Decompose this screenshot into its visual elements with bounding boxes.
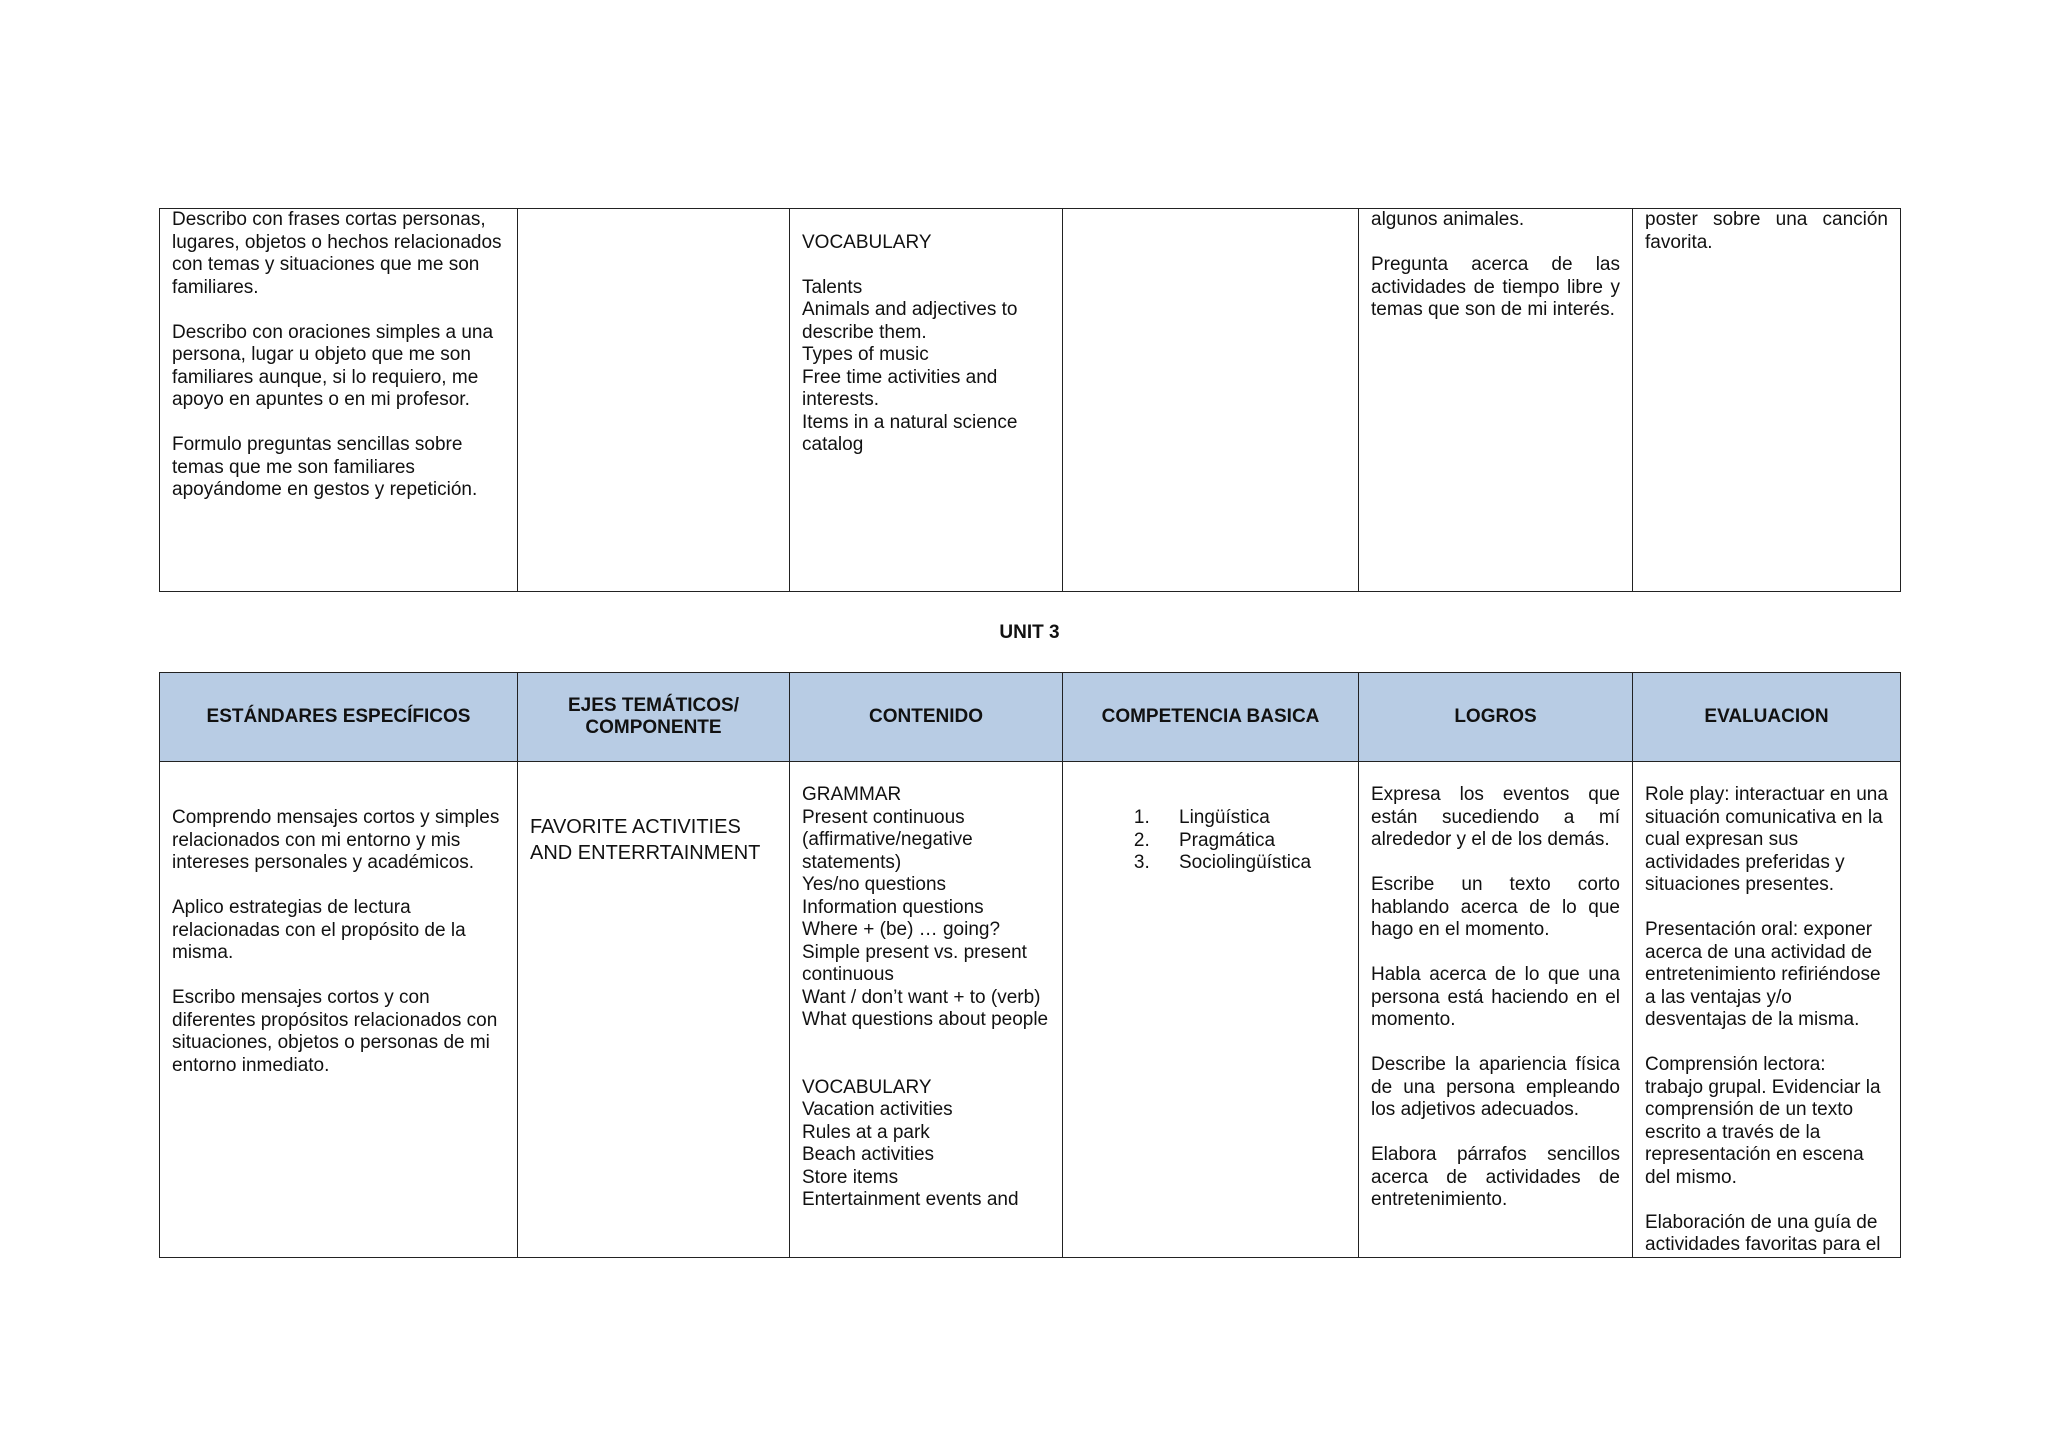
competencia-item: 2. Pragmática <box>1155 830 1346 853</box>
vocabulary-item: Talents <box>802 276 863 298</box>
logro-item: Expresa los eventos que están sucediendo a mí alrededor y el de los demás. <box>1371 784 1620 850</box>
grammar-item: Want / don’t want + to (verb) <box>802 986 1041 1008</box>
vocabulary-item: Items in a natural science catalog <box>802 411 1018 455</box>
vocabulary-item: Beach activities <box>802 1144 935 1165</box>
logro-item: Pregunta acerca de las actividades de tiempo libre y temas que son de mi interés. <box>1371 254 1620 320</box>
header-ejes-line2: COMPONENTE <box>585 717 722 738</box>
estandares-cell <box>160 209 518 592</box>
grammar-item: Information questions <box>802 896 984 918</box>
header-evaluacion: EVALUACION <box>1633 673 1901 762</box>
vocabulary-heading: VOCABULARY <box>802 231 932 253</box>
unit-title: UNIT 3 <box>999 622 1060 643</box>
grammar-item: Where + (be) … going? <box>802 919 1001 940</box>
estandar-item: Escribo mensajes cortos y con diferentes propósitos relacionados con situaciones, objetos o personas de mi entorno inmediato. <box>172 987 498 1076</box>
evaluacion-item: poster sobre una canción favorita. <box>1645 209 1888 253</box>
contenido-cell <box>790 209 1063 592</box>
logros-cell <box>1359 209 1633 592</box>
estandar-item: Describo con oraciones simples a una persona, lugar u objeto que me son familiares aunque, si lo requiero, me apoyo en apuntes o en mi profesor. <box>172 321 494 410</box>
competencia-cell <box>1063 209 1359 592</box>
unit3-table <box>159 672 1901 1258</box>
evaluacion-item: Role play: interactuar en una situación comunicativa en la cual expresan sus actividades preferidas y situaciones presentes. <box>1645 784 1888 895</box>
ejes-cell <box>518 762 790 1258</box>
estandar-item: Comprendo mensajes cortos y simples relacionados con mi entorno y mis intereses personales y académicos. <box>172 807 500 873</box>
header-logros: LOGROS <box>1359 673 1633 762</box>
competencia-item: 1. Lingüística <box>1155 807 1346 830</box>
header-contenido: CONTENIDO <box>790 673 1063 762</box>
evaluacion-cell <box>1633 762 1901 1258</box>
vocabulary-item: Free time activities and interests. <box>802 366 998 410</box>
table-row <box>160 762 1901 1258</box>
grammar-item: What questions about people <box>802 1009 1049 1030</box>
ejes-cell <box>518 209 790 592</box>
vocabulary-item: Rules at a park <box>802 1121 930 1143</box>
vocabulary-item: Entertainment events and <box>802 1189 1019 1210</box>
evaluacion-cell <box>1633 209 1901 592</box>
header-ejes <box>518 673 790 762</box>
estandar-item: Describo con frases cortas personas, lugares, objetos o hechos relacionados con temas y situaciones que me son familiares. <box>172 209 502 298</box>
eje-line: AND ENTERRTAINMENT <box>530 841 761 864</box>
competencia-cell <box>1063 762 1359 1258</box>
header-estandares: ESTÁNDARES ESPECÍFICOS <box>160 673 518 762</box>
competencias-list <box>1075 807 1346 875</box>
vocabulary-item: Vacation activities <box>802 1099 953 1120</box>
logro-item: Habla acerca de lo que una persona está haciendo en el momento. <box>1371 964 1620 1030</box>
estandar-item: Aplico estrategias de lectura relacionadas con el propósito de la misma. <box>172 897 466 963</box>
competencia-item: 3. Sociolingüística <box>1155 852 1346 875</box>
header-competencia: COMPETENCIA BASICA <box>1063 673 1359 762</box>
grammar-item: Present continuous (affirmative/negative statements) <box>802 806 973 873</box>
grammar-item: Simple present vs. present continuous <box>802 941 1027 985</box>
logros-cell <box>1359 762 1633 1258</box>
vocabulary-heading: VOCABULARY <box>802 1076 932 1098</box>
grammar-item: Yes/no questions <box>802 874 947 895</box>
logro-item: Elabora párrafos sencillos acerca de actividades de entretenimiento. <box>1371 1144 1620 1210</box>
estandar-item: Formulo preguntas sencillas sobre temas que me son familiares apoyándome en gestos y repetición. <box>172 434 478 500</box>
logro-item: Escribe un texto corto hablando acerca de lo que hago en el momento. <box>1371 874 1620 940</box>
vocabulary-item: Animals and adjectives to describe them. <box>802 299 1018 343</box>
evaluacion-item: Elaboración de una guía de actividades favoritas para el <box>1645 1211 1881 1255</box>
previous-unit-table <box>159 208 1901 592</box>
header-row <box>160 673 1901 762</box>
evaluacion-item: Comprensión lectora: trabajo grupal. Evidenciar la comprensión de un texto escrito a través de la representación en escena del mismo. <box>1645 1054 1881 1188</box>
contenido-cell <box>790 762 1063 1258</box>
grammar-heading: GRAMMAR <box>802 784 902 805</box>
logro-item: Describe la apariencia física de una persona empleando los adjetivos adecuados. <box>1371 1054 1620 1120</box>
table-row <box>160 209 1901 592</box>
logro-item: algunos animales. <box>1371 209 1525 230</box>
evaluacion-item: Presentación oral: exponer acerca de una actividad de entretenimiento refiriéndose a las ventajas y/o desventajas de la misma. <box>1645 919 1881 1030</box>
header-ejes-line1: EJES TEMÁTICOS/ <box>567 695 740 716</box>
estandares-cell <box>160 762 518 1258</box>
vocabulary-item: Store items <box>802 1166 899 1188</box>
vocabulary-item: Types of music <box>802 344 929 365</box>
eje-line: FAVORITE ACTIVITIES <box>530 815 741 838</box>
